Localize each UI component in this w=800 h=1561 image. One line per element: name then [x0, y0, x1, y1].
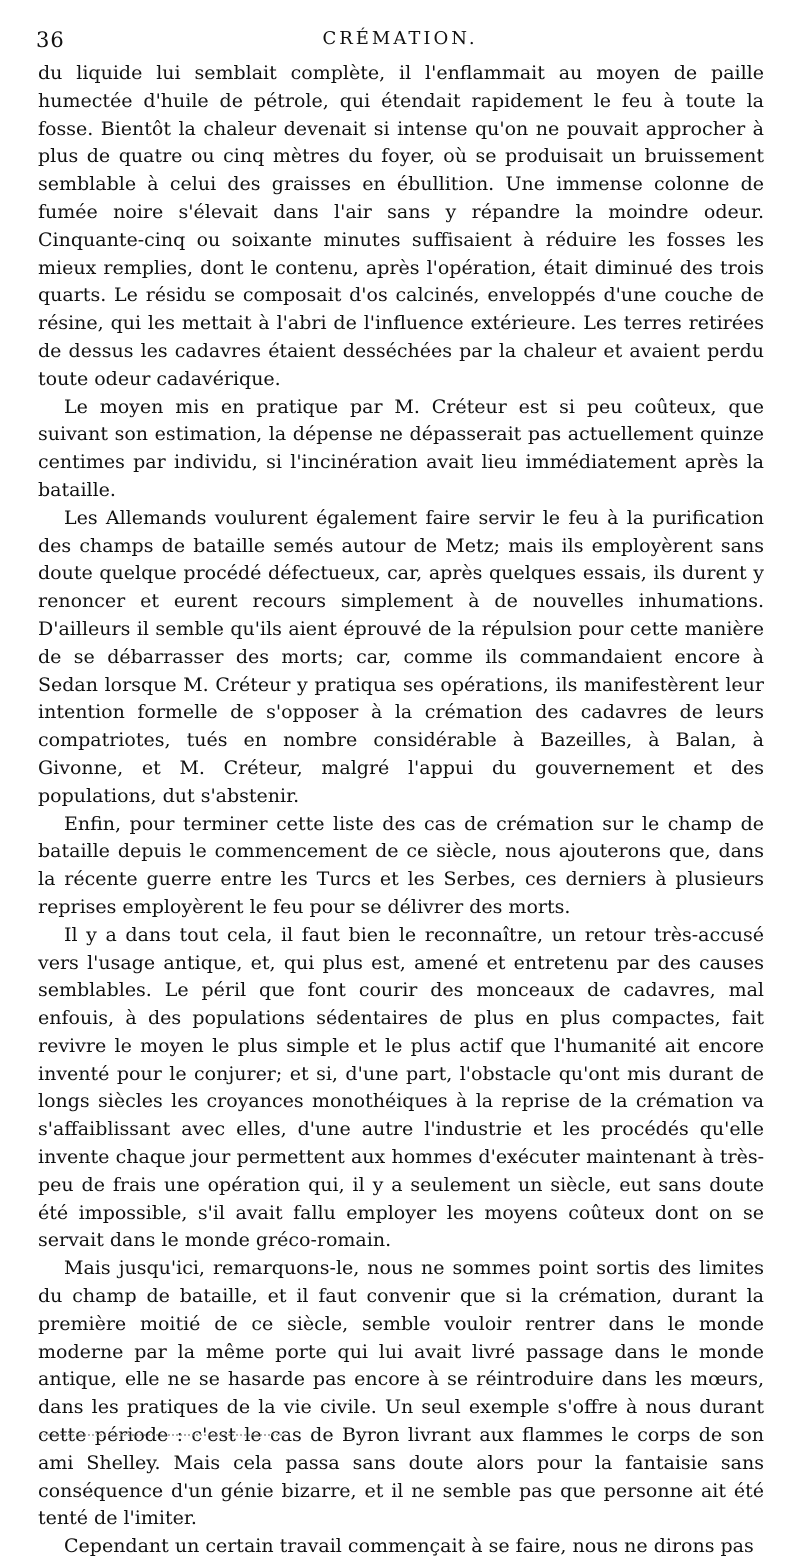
page-header	[36, 28, 764, 58]
paragraph-continued: du liquide lui semblait complète, il l'enflammait au moyen de paille humectée d'huile de pétrole, qui étendait rapidement le feu à toute la fosse. Bientôt la chaleur devenait si intense qu'on ne pouvait approcher à plus de quatre ou cinq mètres du foyer, où se produisait un bruissement semblable à celui des graisses en ébullition. Une immense colonne de fumée noire s'élevait dans l'air sans y répandre la moindre odeur. Cinquante-cinq ou soixante minutes suffisaient à réduire les fosses les mieux remplies, dont le contenu, après l'opération, était diminué des trois quarts. Le résidu se composait d'os calcinés, enveloppés d'une couche de résine, qui les mettait à l'abri de l'influence extérieure. Les terres retirées de dessus les cadavres étaient desséchées par la chaleur et avaient perdu toute odeur cadavérique.	[38, 62, 764, 390]
running-title: CRÉMATION.	[322, 28, 478, 49]
paragraph: Le moyen mis en pratique par M. Créteur est si peu coûteux, que suivant son estimation, la dépense ne dépasserait pas actuellement quinze centimes par individu, si l'incinération avait lieu immédiatement après la bataille.	[38, 395, 764, 501]
footer-rule	[40, 1434, 290, 1436]
body-text	[38, 60, 764, 1561]
paragraph: Il y a dans tout cela, il faut bien le reconnaître, un retour très-accusé vers l'usage antique, et, qui plus est, amené et entretenu par des causes semblables. Le péril que font courir des monceaux de cadavres, mal enfouis, à des populations sédentaires de plus en plus compactes, fait revivre le moyen le plus simple et le plus actif que l'humanité ait encore inventé pour le conjurer; et si, d'une part, l'obstacle qu'ont mis durant de longs siècles les croyances monothéiques à la reprise de la crémation va s'affaiblissant avec elles, d'une autre l'industrie et les procédés qu'elle invente chaque jour permettent aux hommes d'exécuter maintenant à très-peu de frais une opération qui, il y a seulement un siècle, eut sans doute été impossible, s'il avait fallu employer les moyens coûteux dont on se servait dans le monde gréco-romain.	[38, 923, 764, 1252]
paragraph: Mais jusqu'ici, remarquons-le, nous ne sommes point sortis des limites du champ de bataille, et il faut convenir que si la crémation, durant la première moitié de ce siècle, semble vouloir rentrer dans le monde moderne par la même porte qui lui avait livré passage dans le monde antique, elle ne se hasarde pas encore à se réintroduire dans les mœurs, dans les pratiques de la vie civile. Un seul exemple s'offre à nous durant cette période : c'est le cas de Byron livrant aux flammes le corps de son ami Shelley. Mais cela passa sans doute alors pour la fantaisie sans conséquence d'un génie bizarre, et il ne semble pas que personne ait été tenté de l'imiter.	[38, 1257, 764, 1530]
page-number: 36	[36, 28, 65, 52]
paragraph-truncated: Cependant un certain travail commençait à se faire, nous ne dirons pas	[64, 1535, 754, 1558]
paragraph: Enfin, pour terminer cette liste des cas de crémation sur le champ de bataille depuis le commencement de ce siècle, nous ajouterons que, dans la récente guerre entre les Turcs et les Serbes, ces derniers à plusieurs reprises employèrent le feu pour se délivrer des morts.	[38, 812, 764, 918]
paragraph: Les Allemands voulurent également faire servir le feu à la purification des champs de bataille semés autour de Metz; mais ils employèrent sans doute quelque procédé défectueux, car, après quelques essais, ils durent y renoncer et eurent recours simplement à de nouvelles inhumations. D'ailleurs il semble qu'ils aient éprouvé de la répulsion pour cette manière de se débarrasser des morts; car, comme ils commandaient encore à Sedan lorsque M. Créteur y pratiqua ses opérations, ils manifestèrent leur intention formelle de s'opposer à la crémation des cadavres de leurs compatriotes, tués en nombre considérable à Bazeilles, à Balan, à Givonne, et M. Créteur, malgré l'appui du gouvernement et des populations, dut s'abstenir.	[38, 506, 764, 807]
